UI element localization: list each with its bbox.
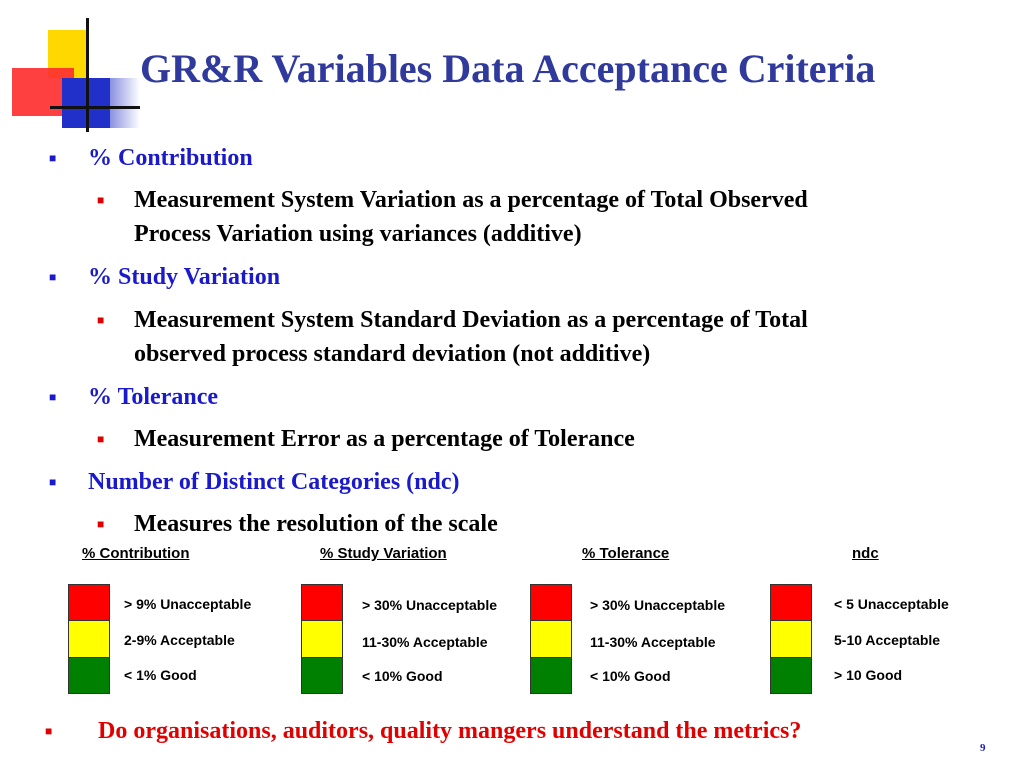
criteria-yellow-label: 11-30% Acceptable (362, 634, 488, 650)
sub-bullet-marker-icon: ■ (97, 193, 105, 207)
traffic-light-yellow (69, 621, 109, 657)
bullet-marker-icon: ■ (49, 270, 57, 284)
bullet-ndc (49, 465, 460, 499)
sub-bullet-line: Measures the resolution of the scale (134, 511, 498, 537)
traffic-light-study-variation (301, 584, 343, 694)
criteria-green-label: < 10% Good (362, 668, 443, 684)
sub-bullet-marker-icon: ■ (97, 517, 105, 531)
criteria-yellow-label: 11-30% Acceptable (590, 634, 716, 650)
traffic-light-tolerance (530, 584, 572, 694)
criteria-heading-contribution: % Contribution (82, 545, 190, 562)
sub-bullet-line: Process Variation using variances (additive) (134, 221, 582, 247)
traffic-light-yellow (302, 621, 342, 657)
bullet-marker-icon: ■ (49, 475, 57, 489)
criteria-red-label: > 30% Unacceptable (362, 597, 498, 613)
criteria-green-label: < 1% Good (124, 667, 197, 683)
criteria-yellow-label: 2-9% Acceptable (124, 632, 235, 648)
slide-logo-icon (0, 0, 140, 140)
sub-bullet-marker-icon: ■ (97, 432, 105, 446)
criteria-red-label: < 5 Unacceptable (834, 596, 949, 612)
criteria-red-label: > 9% Unacceptable (124, 596, 252, 612)
traffic-light-contribution (68, 584, 110, 694)
logo-horizontal-line (50, 106, 140, 109)
bullet-study-variation (49, 260, 281, 294)
traffic-light-ndc (770, 584, 812, 694)
criteria-heading-study-variation: % Study Variation (320, 545, 447, 562)
traffic-light-yellow (771, 621, 811, 657)
sub-bullet-contribution (97, 183, 808, 251)
bullet-label: % Study Variation (88, 264, 281, 290)
sub-bullet-ndc (97, 507, 498, 541)
criteria-heading-ndc: ndc (852, 545, 879, 562)
slide-title: GR&R Variables Data Acceptance Criteria (140, 46, 876, 91)
criteria-green-label: > 10 Good (834, 667, 903, 683)
logo-vertical-line (86, 18, 89, 132)
bullet-label: % Contribution (88, 145, 253, 171)
criteria-heading-tolerance: % Tolerance (582, 545, 670, 562)
bullet-marker-icon: ■ (49, 151, 57, 165)
bullet-marker-icon: ■ (49, 390, 57, 404)
traffic-light-green (69, 658, 109, 693)
sub-bullet-study-variation (97, 303, 808, 371)
bullet-contribution (49, 141, 253, 175)
bullet-tolerance (49, 380, 218, 414)
traffic-light-red (302, 585, 342, 621)
criteria-green-label: < 10% Good (590, 668, 671, 684)
sub-bullet-line: observed process standard deviation (not additive) (134, 341, 651, 367)
page-number: 9 (980, 742, 986, 754)
traffic-light-red (69, 585, 109, 621)
bullet-label: Number of Distinct Categories (ndc) (88, 469, 460, 495)
traffic-light-yellow (531, 621, 571, 657)
question-bullet-marker-icon: ■ (45, 724, 53, 738)
bullet-label: % Tolerance (88, 384, 218, 410)
sub-bullet-line: Measurement Error as a percentage of Tolerance (134, 426, 635, 452)
sub-bullet-line: Measurement System Standard Deviation as a percentage of Total (134, 307, 808, 333)
closing-question: Do organisations, auditors, quality mangers understand the metrics? (98, 718, 802, 744)
traffic-light-green (302, 658, 342, 693)
traffic-light-green (531, 658, 571, 693)
sub-bullet-marker-icon: ■ (97, 313, 105, 327)
criteria-red-label: > 30% Unacceptable (590, 597, 726, 613)
sub-bullet-tolerance (97, 422, 635, 456)
logo-blue-fade (110, 78, 140, 128)
traffic-light-red (771, 585, 811, 621)
criteria-yellow-label: 5-10 Acceptable (834, 632, 941, 648)
traffic-light-red (531, 585, 571, 621)
traffic-light-green (771, 658, 811, 693)
sub-bullet-line: Measurement System Variation as a percentage of Total Observed (134, 187, 808, 213)
